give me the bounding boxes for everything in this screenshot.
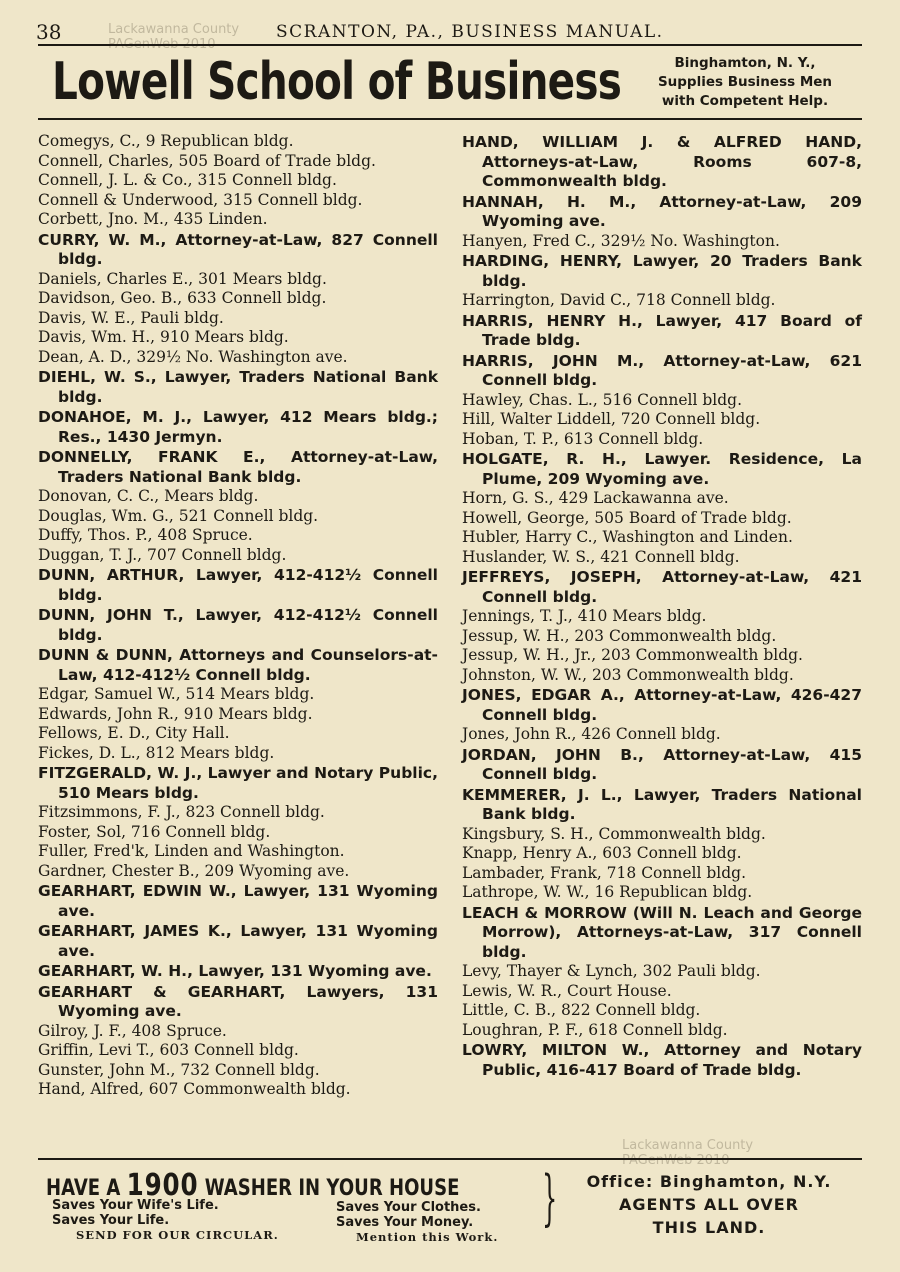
top-rule	[38, 44, 862, 46]
directory-entry: Donovan, C. C., Mears bldg.	[38, 487, 259, 505]
directory-entry: Foster, Sol, 716 Connell bldg.	[38, 822, 271, 841]
directory-entry: Harrington, David C., 718 Connell bldg.	[462, 291, 776, 309]
ad-left-line: Saves Your Wife's Life.	[52, 1198, 219, 1213]
manual-title: SCRANTON, PA., BUSINESS MANUAL.	[276, 22, 664, 42]
directory-entry: Fellows, E. D., City Hall.	[38, 724, 230, 742]
directory-entry: Fuller, Fred'k, Linden and Washington.	[38, 842, 345, 860]
directory-entry: Howell, George, 505 Board of Trade bldg.	[462, 508, 792, 527]
directory-entry: DIEHL, W. S., Lawyer, Traders National Bank bldg.	[38, 368, 438, 406]
directory-entry: Lathrope, W. W., 16 Republican bldg.	[462, 883, 753, 901]
watermark-line: PAGenWeb 2010	[622, 1153, 730, 1168]
directory-entry: Davis, W. E., Pauli bldg.	[38, 308, 224, 327]
washer-advertisement	[38, 1164, 862, 1244]
left-column	[38, 132, 438, 1100]
ad-middle-small: Mention this Work.	[356, 1230, 499, 1244]
directory-entry: GEARHART & GEARHART, Lawyers, 131 Wyoming ave.	[38, 982, 438, 1020]
ad-left-line: Saves Your Life.	[52, 1213, 170, 1228]
banner-school-name: Lowell School of Business	[52, 52, 622, 112]
directory-entry: Huslander, W. S., 421 Connell bldg.	[462, 547, 740, 566]
directory-entry: Davidson, Geo. B., 633 Connell bldg.	[38, 289, 327, 307]
directory-entry: Daniels, Charles E., 301 Mears bldg.	[38, 269, 327, 288]
watermark-line: PAGenWeb 2010	[108, 37, 216, 52]
directory-entry: Connell, Charles, 505 Board of Trade bldg.	[38, 151, 376, 170]
directory-entry: Comegys, C., 9 Republican bldg.	[38, 132, 294, 150]
directory-entry: Gardner, Chester B., 209 Wyoming ave.	[38, 861, 350, 880]
directory-entry: GEARHART, JAMES K., Lawyer, 131 Wyoming ave.	[38, 922, 438, 960]
directory-entry: Hoban, T. P., 613 Connell bldg.	[462, 429, 704, 448]
directory-entry: Hanyen, Fred C., 329½ No. Washington.	[462, 231, 780, 250]
directory-entry: Davis, Wm. H., 910 Mears bldg.	[38, 328, 289, 346]
directory-entry: Loughran, P. F., 618 Connell bldg.	[462, 1020, 728, 1039]
directory-entry: HAND, WILLIAM J. & ALFRED HAND, Attorneys-at-Law, Rooms 607-8, Commonwealth bldg.	[462, 133, 862, 190]
directory-entry: Fitzsimmons, F. J., 823 Connell bldg.	[38, 803, 325, 821]
directory-entry: HARDING, HENRY, Lawyer, 20 Traders Bank bldg.	[462, 252, 862, 290]
directory-entry: Hill, Walter Liddell, 720 Connell bldg.	[462, 410, 761, 428]
directory-entry: Kingsbury, S. H., Commonwealth bldg.	[462, 824, 766, 843]
directory-entry: CURRY, W. M., Attorney-at-Law, 827 Connell bldg.	[38, 230, 438, 268]
directory-entry: FITZGERALD, W. J., Lawyer and Notary Public, 510 Mears bldg.	[38, 764, 438, 802]
directory-entry: Edwards, John R., 910 Mears bldg.	[38, 704, 313, 723]
headline-post: WASHER IN YOUR HOUSE	[204, 1176, 460, 1201]
banner-tagline	[630, 54, 860, 111]
directory-entry: HARRIS, JOHN M., Attorney-at-Law, 621 Connell bldg.	[462, 351, 862, 389]
directory-entry: Edgar, Samuel W., 514 Mears bldg.	[38, 685, 315, 703]
directory-entry: Connell & Underwood, 315 Connell bldg.	[38, 190, 363, 209]
directory-entry: Lambader, Frank, 718 Connell bldg.	[462, 863, 747, 882]
brace-glyph: }	[542, 1163, 558, 1233]
headline-number: 1900	[126, 1168, 199, 1203]
directory-entry: JONES, EDGAR A., Attorney-at-Law, 426-427 Connell bldg.	[462, 686, 862, 724]
directory-entry: DUNN & DUNN, Attorneys and Counselors-at-Law, 412-412½ Connell bldg.	[38, 646, 438, 684]
directory-entry: GEARHART, W. H., Lawyer, 131 Wyoming ave.	[38, 962, 432, 980]
directory-entry: DONAHOE, M. J., Lawyer, 412 Mears bldg.; Res., 1430 Jermyn.	[38, 408, 438, 446]
watermark-line: Lackawanna County	[108, 22, 240, 37]
directory-entry: Hawley, Chas. L., 516 Connell bldg.	[462, 390, 743, 409]
directory-entry: Horn, G. S., 429 Lackawanna ave.	[462, 489, 729, 507]
directory-entry: Lewis, W. R., Court House.	[462, 981, 672, 1000]
directory-entry: HARRIS, HENRY H., Lawyer, 417 Board of Trade bldg.	[462, 311, 862, 349]
directory-entry: DUNN, JOHN T., Lawyer, 412-412½ Connell bldg.	[38, 606, 438, 644]
directory-entry: GEARHART, EDWIN W., Lawyer, 131 Wyoming ave.	[38, 882, 438, 920]
office-line: Office: Binghamton, N.Y.	[586, 1172, 832, 1191]
directory-entry: Dean, A. D., 329½ No. Washington ave.	[38, 347, 348, 366]
tagline-line: Supplies Business Men	[657, 74, 833, 90]
headline-pre: HAVE A	[46, 1176, 121, 1201]
bottom-rule	[38, 1158, 862, 1160]
directory-entry: Hubler, Harry C., Washington and Linden.	[462, 528, 793, 546]
directory-entry: Gunster, John M., 732 Connell bldg.	[38, 1060, 320, 1079]
directory-entry: Johnston, W. W., 203 Commonwealth bldg.	[462, 665, 794, 684]
office-line: THIS LAND.	[652, 1218, 766, 1237]
directory-entry: DONNELLY, FRANK E., Attorney-at-Law, Traders National Bank bldg.	[38, 448, 438, 486]
directory-entry: KEMMERER, J. L., Lawyer, Traders National Bank bldg.	[462, 785, 862, 823]
directory-entry: LOWRY, MILTON W., Attorney and Notary Public, 416-417 Board of Trade bldg.	[462, 1041, 862, 1079]
directory-entry: Corbett, Jno. M., 435 Linden.	[38, 210, 268, 228]
ad-middle-line: Saves Your Money.	[336, 1215, 474, 1230]
directory-entry: Griffin, Levi T., 603 Connell bldg.	[38, 1041, 299, 1059]
watermark-line: Lackawanna County	[622, 1138, 754, 1153]
directory-entry: Jessup, W. H., Jr., 203 Commonwealth bldg.	[462, 646, 803, 664]
directory-entry: JORDAN, JOHN B., Attorney-at-Law, 415 Connell bldg.	[462, 745, 862, 783]
directory-entry: HOLGATE, R. H., Lawyer. Residence, La Plume, 209 Wyoming ave.	[462, 450, 862, 488]
right-column	[462, 132, 862, 1080]
directory-entry: Fickes, D. L., 812 Mears bldg.	[38, 743, 275, 762]
page-number: 38	[36, 20, 62, 44]
directory-entry: Little, C. B., 822 Connell bldg.	[462, 1001, 701, 1019]
directory-entry: Levy, Thayer & Lynch, 302 Pauli bldg.	[462, 962, 761, 980]
directory-entry: Duggan, T. J., 707 Connell bldg.	[38, 545, 287, 564]
banner-rule	[38, 118, 862, 120]
directory-entry: Hand, Alfred, 607 Commonwealth bldg.	[38, 1080, 351, 1098]
tagline-line: Binghamton, N. Y.,	[674, 55, 816, 71]
ad-middle-line: Saves Your Clothes.	[336, 1200, 481, 1215]
ad-left-small: SEND FOR OUR CIRCULAR.	[76, 1228, 279, 1242]
directory-entry: Jones, John R., 426 Connell bldg.	[462, 725, 721, 743]
directory-entry: HANNAH, H. M., Attorney-at-Law, 209 Wyoming ave.	[462, 192, 862, 230]
directory-entry: Douglas, Wm. G., 521 Connell bldg.	[38, 506, 319, 525]
directory-entry: Jennings, T. J., 410 Mears bldg.	[462, 607, 707, 625]
advertisement-banner	[38, 50, 862, 116]
watermark-top	[108, 22, 239, 52]
tagline-line: with Competent Help.	[661, 93, 829, 109]
directory-entry: DUNN, ARTHUR, Lawyer, 412-412½ Connell bldg.	[38, 566, 438, 604]
directory-entry: Connell, J. L. & Co., 315 Connell bldg.	[38, 171, 337, 189]
office-block	[556, 1170, 862, 1239]
directory-entry: JEFFREYS, JOSEPH, Attorney-at-Law, 421 Connell bldg.	[462, 568, 862, 606]
directory-entry: Knapp, Henry A., 603 Connell bldg.	[462, 844, 742, 862]
directory-entry: Duffy, Thos. P., 408 Spruce.	[38, 526, 253, 544]
directory-entry: Gilroy, J. F., 408 Spruce.	[38, 1021, 227, 1040]
directory-entry: LEACH & MORROW (Will N. Leach and George Morrow), Attorneys-at-Law, 317 Connell bldg.	[462, 903, 862, 961]
directory-entry: Jessup, W. H., 203 Commonwealth bldg.	[462, 626, 777, 645]
office-line: AGENTS ALL OVER	[619, 1195, 799, 1214]
